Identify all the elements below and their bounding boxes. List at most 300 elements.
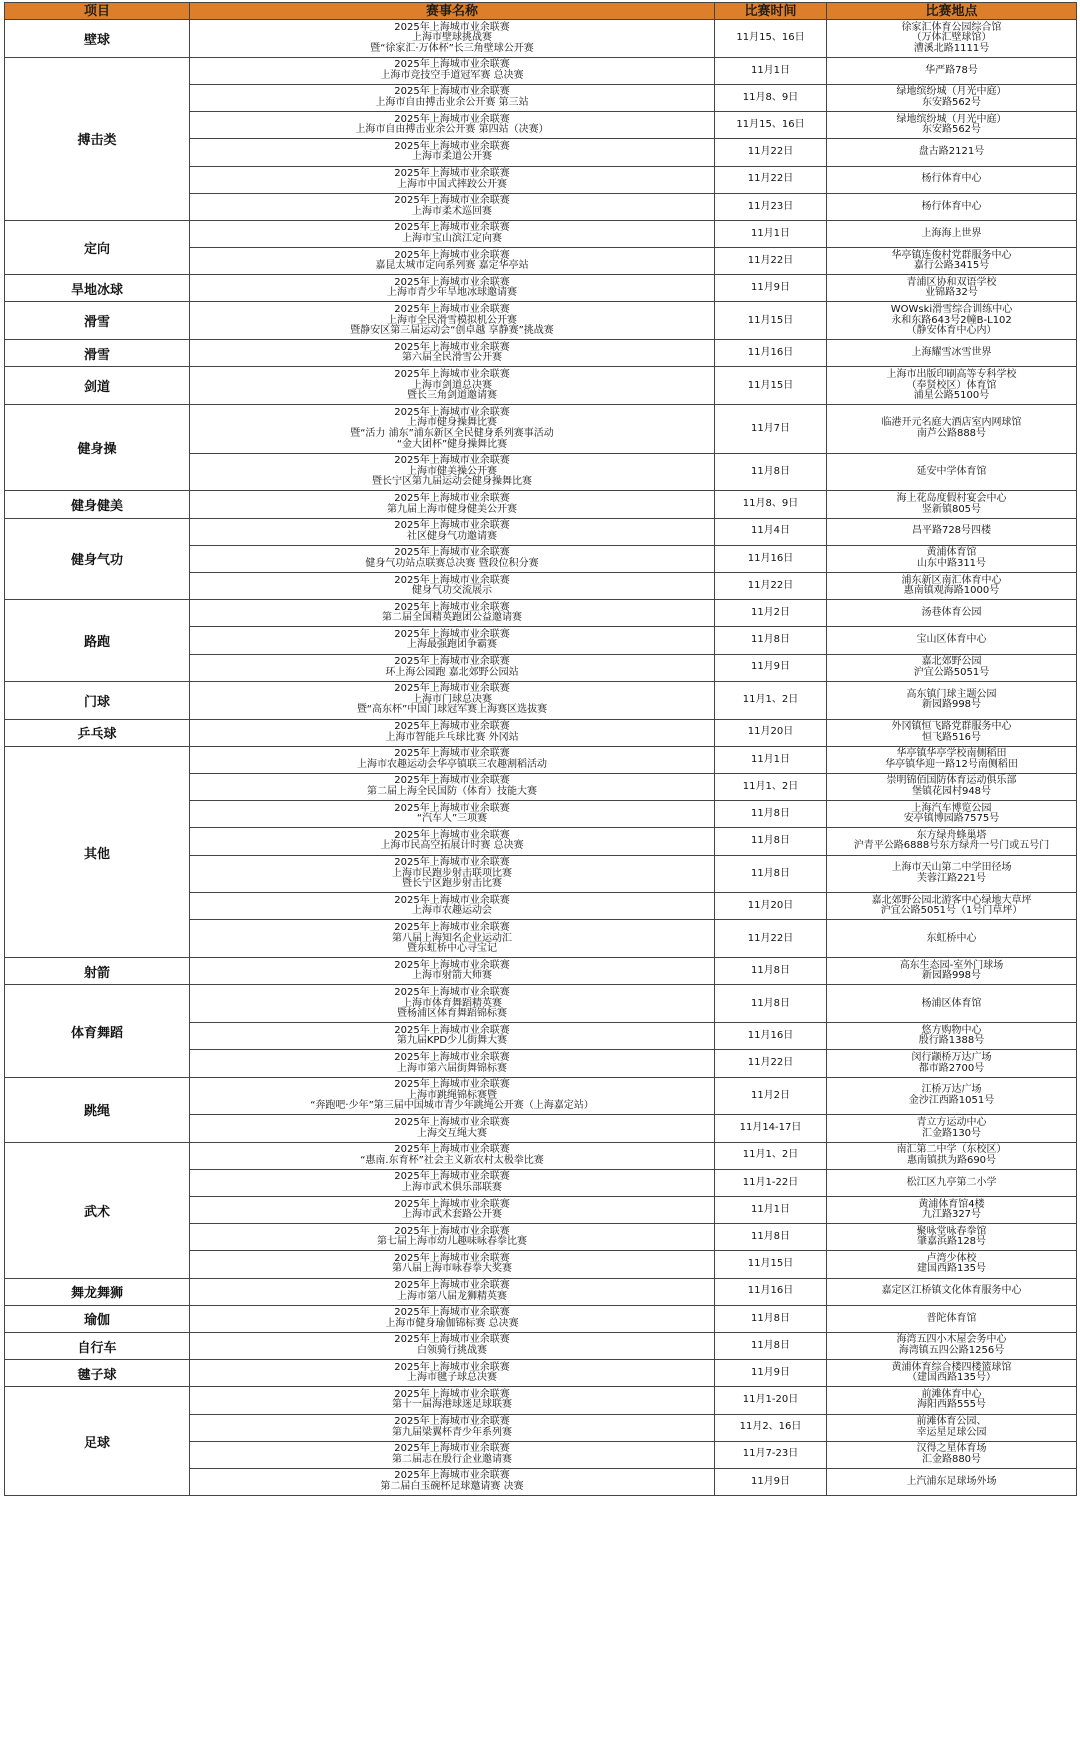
event-name-line: 2025年上海城市业余联赛: [394, 1443, 510, 1455]
table-row: [5, 1077, 1077, 1115]
date-cell: 11月8日: [715, 985, 827, 1023]
event-name-line: 2025年上海城市业余联赛: [394, 341, 510, 353]
header-venue: 比赛地点: [827, 3, 1077, 20]
event-schedule-table: [4, 2, 1077, 1496]
event-name-cell: [190, 1414, 715, 1441]
venue-line: 昌平路728号四楼: [911, 525, 992, 537]
table-row: [5, 367, 1077, 405]
event-name-cell: [190, 855, 715, 893]
category-cell: 毽子球: [5, 1360, 190, 1387]
event-name-cell: [190, 1197, 715, 1224]
venue-cell: [827, 220, 1077, 247]
event-name-line: 上海市柔道公开赛: [412, 151, 492, 163]
venue-cell: [827, 166, 1077, 193]
venue-cell: [827, 20, 1077, 58]
date-cell: 11月9日: [715, 1468, 827, 1495]
category-cell: 体育舞蹈: [5, 985, 190, 1077]
event-name-line: 上海市门球总决赛: [412, 693, 492, 705]
event-name-line: 2025年上海城市业余联赛: [394, 406, 510, 418]
event-name-line: 健身气功站点联赛总决赛 暨段位积分赛: [365, 557, 539, 569]
date-cell: 11月1、2日: [715, 681, 827, 719]
event-name-line: 2025年上海城市业余联赛: [394, 1171, 510, 1183]
venue-cell: [827, 654, 1077, 681]
event-name-line: 2025年上海城市业余联赛: [394, 492, 510, 504]
table-row: [5, 1360, 1077, 1387]
event-name-line: 上海市健身瑜伽锦标赛 总决赛: [385, 1317, 519, 1329]
venue-line: 嘉定区江桥镇文化体育服务中心: [881, 1285, 1022, 1297]
event-name-cell: [190, 302, 715, 340]
event-name-line: 2025年上海城市业余联赛: [394, 368, 510, 380]
venue-line: 沪宜公路5051号（1号门草坪）: [880, 905, 1023, 917]
table-row: [5, 746, 1077, 773]
venue-line: 上海市天山第二中学田径场: [891, 862, 1012, 874]
event-name-line: 2025年上海城市业余联赛: [394, 140, 510, 152]
event-name-line: 第二届志在殷行企业邀请赛: [392, 1453, 512, 1465]
event-name-line: 第九届上海市健身健美公开赛: [387, 503, 517, 515]
venue-line: 东安路562号: [921, 97, 982, 109]
event-name-line: 第二届白玉碗杯足球邀请赛 决赛: [380, 1480, 524, 1492]
venue-line: 芙蓉江路221号: [916, 872, 987, 884]
event-name-line: 2025年上海城市业余联赛: [394, 894, 510, 906]
venue-line: 惠南镇拱为路690号: [906, 1154, 997, 1166]
date-cell: 11月8日: [715, 1332, 827, 1359]
header-date: 比赛时间: [715, 3, 827, 20]
venue-line: 高东镇门球主题公园: [906, 688, 997, 700]
venue-line: 上海耀雪冰雪世界: [911, 347, 992, 359]
venue-cell: [827, 1414, 1077, 1441]
event-name-line: 上海市体育舞蹈精英赛: [402, 997, 502, 1009]
venue-cell: [827, 1115, 1077, 1142]
venue-cell: [827, 1278, 1077, 1305]
event-name-line: 2025年上海城市业余联赛: [394, 1079, 510, 1091]
event-name-cell: [190, 1224, 715, 1251]
venue-line: 绿地缤纷城（月光中庭）: [896, 113, 1007, 125]
event-name-line: 上海市健身操舞比赛: [407, 417, 497, 429]
category-cell: 足球: [5, 1387, 190, 1496]
venue-cell: [827, 627, 1077, 654]
venue-line: 金沙江西路1051号: [908, 1095, 995, 1107]
category-cell: 滑雪: [5, 302, 190, 340]
event-name-line: 2025年上海城市业余联赛: [394, 1280, 510, 1292]
event-name-line: 2025年上海城市业余联赛: [394, 775, 510, 787]
venue-cell: [827, 828, 1077, 855]
table-row: [5, 985, 1077, 1023]
event-name-cell: [190, 1468, 715, 1495]
date-cell: 11月1-20日: [715, 1387, 827, 1414]
table-row: [5, 1305, 1077, 1332]
venue-line: 东安路562号: [921, 124, 982, 136]
venue-cell: [827, 1441, 1077, 1468]
event-name-line: 2025年上海城市业余联赛: [394, 1361, 510, 1373]
venue-cell: [827, 573, 1077, 600]
event-name-line: 2025年上海城市业余联赛: [394, 1307, 510, 1319]
venue-line: 汤巷体育公园: [921, 607, 982, 618]
venue-line: 杨行体育中心: [921, 200, 982, 212]
event-name-cell: [190, 1050, 715, 1077]
header-row: [5, 3, 1077, 20]
venue-cell: [827, 1169, 1077, 1196]
event-name-line: 2025年上海城市业余联赛: [394, 276, 510, 288]
date-cell: 11月1日: [715, 746, 827, 773]
category-cell: 路跑: [5, 600, 190, 682]
event-name-line: 上海市宝山滨江定向赛: [402, 233, 502, 245]
venue-cell: [827, 958, 1077, 985]
venue-cell: [827, 1224, 1077, 1251]
event-name-cell: [190, 20, 715, 58]
category-cell: 舞龙舞狮: [5, 1278, 190, 1305]
event-name-line: “奔跑吧·少年”第三届中国城市青少年跳绳公开赛（上海嘉定站）: [310, 1100, 594, 1112]
date-cell: 11月8日: [715, 801, 827, 828]
event-name-line: 嘉昆太城市定向系列赛 嘉定华亭站: [375, 260, 529, 272]
venue-cell: [827, 302, 1077, 340]
venue-line: 前滩体育中心: [921, 1388, 982, 1400]
event-name-cell: [190, 248, 715, 275]
date-cell: 11月22日: [715, 1050, 827, 1077]
event-name-cell: [190, 893, 715, 920]
event-name-cell: [190, 405, 715, 453]
table-row: [5, 57, 1077, 84]
venue-cell: [827, 1023, 1077, 1050]
event-name-line: 暨长三角剑道邀请赛: [407, 390, 497, 402]
venue-line: 宝山区体育中心: [916, 634, 987, 646]
category-cell: 武术: [5, 1142, 190, 1278]
venue-line: 海阳西路555号: [916, 1399, 987, 1411]
venue-line: 安亭镇博园路7575号: [903, 813, 1000, 825]
date-cell: 11月2日: [715, 1077, 827, 1115]
category-cell: 定向: [5, 220, 190, 274]
event-name-line: 社区健身气功邀请赛: [407, 530, 497, 542]
table-row: [5, 1387, 1077, 1414]
event-name-line: 上海市自由搏击业余公开赛 第三站: [375, 97, 529, 109]
event-name-line: 2025年上海城市业余联赛: [394, 1051, 510, 1063]
venue-line: 浦星公路5100号: [913, 390, 990, 402]
venue-line: WOWski滑雪综合训练中心: [890, 303, 1013, 315]
date-cell: 11月20日: [715, 893, 827, 920]
category-cell: 搏击类: [5, 57, 190, 220]
event-name-line: 2025年上海城市业余联赛: [394, 829, 510, 841]
venue-line: 汇金路880号: [921, 1453, 982, 1465]
event-name-line: 2025年上海城市业余联赛: [394, 986, 510, 998]
venue-line: 业锦路32号: [925, 287, 978, 299]
category-cell: 门球: [5, 681, 190, 719]
event-name-line: 暨长宁区第九届运动会健身操舞比赛: [372, 476, 532, 488]
venue-line: 上海海上世界: [921, 227, 982, 239]
event-name-line: 2025年上海城市业余联赛: [394, 748, 510, 760]
venue-line: 都市路2700号: [918, 1062, 985, 1074]
event-name-cell: [190, 654, 715, 681]
venue-line: 临港开元名庭大酒店室内网球馆: [881, 417, 1022, 429]
event-name-line: “惠南.东育杯”社会主义新农村太极拳比赛: [360, 1154, 544, 1166]
event-name-line: 第七届上海市幼儿趣味咏春拳比赛: [377, 1236, 527, 1248]
date-cell: 11月15、16日: [715, 112, 827, 139]
venue-line: 松江区九亭第二小学: [906, 1176, 997, 1188]
event-name-line: 2025年上海城市业余联赛: [394, 574, 510, 586]
event-name-line: 上海市健美操公开赛: [407, 465, 497, 477]
event-name-line: 2025年上海城市业余联赛: [394, 1225, 510, 1237]
event-name-line: 第九届KPD少儿街舞大赛: [396, 1035, 508, 1047]
venue-line: 盘古路2121号: [918, 146, 985, 158]
event-name-cell: [190, 719, 715, 746]
venue-cell: [827, 1332, 1077, 1359]
venue-cell: [827, 545, 1077, 572]
event-name-cell: [190, 801, 715, 828]
venue-line: 前滩体育公园、: [916, 1416, 987, 1427]
venue-line: 南芦公路888号: [916, 427, 987, 439]
event-name-line: 健身气功交流展示: [412, 585, 492, 597]
event-name-cell: [190, 112, 715, 139]
venue-cell: [827, 719, 1077, 746]
table-row: [5, 491, 1077, 518]
event-name-cell: [190, 573, 715, 600]
event-name-line: 上海市剑道总决赛: [412, 379, 492, 391]
venue-line: 汉得之星体育场: [916, 1443, 987, 1455]
event-name-cell: [190, 491, 715, 518]
venue-line: 嘉北郊野公园北游客中心绿地大草坪: [871, 894, 1032, 906]
date-cell: 11月8、9日: [715, 84, 827, 111]
venue-line: 黄浦体育馆4楼: [918, 1198, 985, 1210]
table-row: [5, 1142, 1077, 1169]
event-name-cell: [190, 220, 715, 247]
event-name-line: 2025年上海城市业余联赛: [394, 857, 510, 868]
date-cell: 11月15日: [715, 1251, 827, 1278]
category-cell: 跳绳: [5, 1077, 190, 1142]
category-cell: 剑道: [5, 367, 190, 405]
event-name-line: 上海市自由搏击业余公开赛 第四站（决赛）: [355, 124, 549, 136]
event-name-cell: [190, 1332, 715, 1359]
table-row: [5, 1332, 1077, 1359]
event-name-line: 上海市民高空拓展计时赛 总决赛: [380, 840, 524, 852]
event-name-line: 暨东虹桥中心寻宝记: [407, 943, 497, 955]
venue-line: 华亭镇连俊村党群服务中心: [891, 249, 1012, 261]
venue-cell: [827, 681, 1077, 719]
table-row: [5, 275, 1077, 302]
venue-line: 建国西路135号: [916, 1263, 987, 1275]
event-name-line: 上海市智能乒乓球比赛 外冈站: [385, 731, 519, 743]
event-name-line: 2025年上海城市业余联赛: [394, 1252, 510, 1264]
venue-line: 恒飞路516号: [921, 731, 982, 743]
date-cell: 11月9日: [715, 654, 827, 681]
venue-line: 华严路78号: [925, 64, 978, 76]
event-name-line: 2025年上海城市业余联赛: [394, 683, 510, 695]
venue-line: 上海市出版印刷高等专科学校: [886, 368, 1017, 380]
venue-cell: [827, 1077, 1077, 1115]
date-cell: 11月9日: [715, 275, 827, 302]
schedule-body: [5, 20, 1077, 1496]
date-cell: 11月22日: [715, 139, 827, 166]
event-name-cell: [190, 453, 715, 491]
event-name-line: 上海市农趣运动会华亭镇联三农趣割稻活动: [357, 758, 547, 770]
venue-line: 青浦区协和双语学校: [906, 276, 997, 288]
date-cell: 11月16日: [715, 340, 827, 367]
event-name-cell: [190, 681, 715, 719]
venue-line: 卢湾少体校: [926, 1252, 977, 1264]
event-name-line: 2025年上海城市业余联赛: [394, 656, 510, 668]
venue-line: 青立方运动中心: [916, 1116, 987, 1128]
venue-line: 山东中路311号: [916, 557, 987, 569]
event-name-cell: [190, 1360, 715, 1387]
table-row: [5, 719, 1077, 746]
venue-cell: [827, 893, 1077, 920]
event-name-line: 2025年上海城市业余联赛: [394, 195, 510, 207]
venue-line: 新园路998号: [921, 970, 982, 982]
venue-line: 绿地缤纷城（月光中庭）: [896, 86, 1007, 98]
event-name-line: 第十一届海港球迷足球联赛: [392, 1399, 512, 1411]
event-name-line: 2025年上海城市业余联赛: [394, 21, 510, 33]
event-name-line: 2025年上海城市业余联赛: [394, 628, 510, 640]
event-name-cell: [190, 773, 715, 800]
venue-line: 堡镇花园村948号: [911, 786, 992, 798]
date-cell: 11月1日: [715, 1197, 827, 1224]
venue-line: 聚咏堂咏春拳馆: [916, 1225, 987, 1237]
date-cell: 11月2、16日: [715, 1414, 827, 1441]
event-name-line: 上海市竞技空手道冠军赛 总决赛: [380, 69, 524, 81]
venue-cell: [827, 275, 1077, 302]
date-cell: 11月20日: [715, 719, 827, 746]
event-name-cell: [190, 1115, 715, 1142]
venue-line: 普陀体育馆: [926, 1312, 977, 1324]
event-name-line: 暨杨浦区体育舞蹈锦标赛: [397, 1008, 507, 1020]
category-cell: 旱地冰球: [5, 275, 190, 302]
venue-line: 黄浦体育馆: [926, 547, 977, 559]
event-name-cell: [190, 1278, 715, 1305]
event-name-line: 2025年上海城市业余联赛: [394, 455, 510, 467]
header-category: 项目: [5, 3, 190, 20]
venue-line: 嘉北郊野公园: [921, 656, 982, 668]
event-name-line: 2025年上海城市业余联赛: [394, 1116, 510, 1128]
venue-line: 南汇第二中学（东校区）: [896, 1144, 1007, 1156]
category-cell: 射箭: [5, 958, 190, 985]
event-name-cell: [190, 275, 715, 302]
date-cell: 11月8日: [715, 855, 827, 893]
event-name-cell: [190, 518, 715, 545]
venue-line: 徐家汇体育公园综合馆: [901, 21, 1002, 33]
venue-cell: [827, 405, 1077, 453]
event-name-line: 上海最强跑团争霸赛: [407, 639, 497, 651]
event-name-line: 环上海公园跑 嘉北郊野公园站: [385, 666, 519, 678]
event-name-cell: [190, 340, 715, 367]
event-name-cell: [190, 1441, 715, 1468]
venue-line: 嘉行公路3415号: [913, 260, 990, 272]
event-name-cell: [190, 828, 715, 855]
table-row: [5, 681, 1077, 719]
event-name-line: 2025年上海城市业余联赛: [394, 721, 510, 733]
event-name-cell: [190, 1023, 715, 1050]
date-cell: 11月8日: [715, 627, 827, 654]
category-cell: 健身气功: [5, 518, 190, 600]
venue-cell: [827, 84, 1077, 111]
event-name-line: 2025年上海城市业余联赛: [394, 1416, 510, 1427]
venue-line: 江桥万达广场: [921, 1084, 982, 1096]
event-name-cell: [190, 920, 715, 958]
venue-cell: [827, 1360, 1077, 1387]
venue-line: 延安中学体育馆: [916, 465, 987, 477]
event-name-line: 2025年上海城市业余联赛: [394, 1198, 510, 1210]
venue-line: 悠方购物中心: [921, 1024, 982, 1036]
event-name-line: 上海市全民滑雪模拟机公开赛: [387, 314, 517, 326]
event-name-line: 第二届全国精英跑团公益邀请赛: [382, 612, 522, 624]
venue-cell: [827, 801, 1077, 828]
venue-line: （建国西路135号）: [906, 1372, 997, 1384]
table-row: [5, 518, 1077, 545]
venue-cell: [827, 453, 1077, 491]
event-name-line: 2025年上海城市业余联赛: [394, 921, 510, 933]
event-name-line: 2025年上海城市业余联赛: [394, 86, 510, 98]
venue-line: 上海汽车博览公园: [911, 802, 992, 814]
event-name-line: 上海市第八届龙狮精英赛: [397, 1290, 507, 1302]
date-cell: 11月1、2日: [715, 773, 827, 800]
event-name-cell: [190, 600, 715, 627]
event-name-line: 暨静安区第三届运动会“创卓越 享静赛”挑战赛: [350, 325, 554, 337]
date-cell: 11月8日: [715, 1305, 827, 1332]
venue-cell: [827, 367, 1077, 405]
event-name-cell: [190, 746, 715, 773]
date-cell: 11月1日: [715, 220, 827, 247]
date-cell: 11月2日: [715, 600, 827, 627]
venue-cell: [827, 985, 1077, 1023]
venue-line: （静安体育中心内）: [906, 325, 997, 337]
table-row: [5, 340, 1077, 367]
event-name-line: 2025年上海城市业余联赛: [394, 222, 510, 234]
event-name-line: 上海市武术俱乐部联赛: [402, 1181, 502, 1193]
event-name-line: “金大团杯”健身操舞比赛: [396, 438, 508, 450]
venue-line: 幸运星足球公园: [916, 1426, 987, 1438]
event-name-line: 2025年上海城市业余联赛: [394, 113, 510, 125]
event-name-cell: [190, 958, 715, 985]
category-cell: 自行车: [5, 1332, 190, 1359]
venue-cell: [827, 518, 1077, 545]
event-name-line: 上海市第六届街舞锦标赛: [397, 1062, 507, 1074]
venue-line: 外冈镇恒飞路党群服务中心: [891, 721, 1012, 733]
event-name-line: 上海市跳绳锦标赛暨: [407, 1089, 497, 1101]
event-name-cell: [190, 1251, 715, 1278]
date-cell: 11月4日: [715, 518, 827, 545]
date-cell: 11月7-23日: [715, 1441, 827, 1468]
venue-line: （奉贤校区）体育馆: [906, 379, 997, 391]
event-name-cell: [190, 193, 715, 220]
event-name-line: 2025年上海城市业余联赛: [394, 959, 510, 971]
event-name-line: “汽车人”三项赛: [416, 813, 488, 825]
venue-line: 华亭镇华亭学校南侧稻田: [896, 748, 1007, 760]
table-row: [5, 220, 1077, 247]
date-cell: 11月15、16日: [715, 20, 827, 58]
venue-line: 黄浦体育综合楼四楼篮球馆: [891, 1361, 1012, 1373]
event-name-line: 暨“活力 浦东”浦东新区全民健身系列赛事活动: [350, 427, 554, 439]
date-cell: 11月22日: [715, 573, 827, 600]
date-cell: 11月22日: [715, 166, 827, 193]
venue-line: 杨行体育中心: [921, 173, 982, 185]
venue-line: 竖新镇805号: [921, 503, 982, 515]
event-name-line: 2025年上海城市业余联赛: [394, 59, 510, 71]
event-name-line: 上海市青少年旱地冰球邀请赛: [387, 287, 517, 299]
venue-line: 沪青平公路6888号东方绿舟一号门或五号门: [853, 840, 1050, 852]
category-cell: 瑜伽: [5, 1305, 190, 1332]
date-cell: 11月16日: [715, 545, 827, 572]
event-name-line: 上海市毽子球总决赛: [407, 1372, 497, 1384]
venue-line: 海湾五四小木屋会务中心: [896, 1334, 1007, 1346]
date-cell: 11月1日: [715, 57, 827, 84]
event-name-cell: [190, 545, 715, 572]
category-cell: 滑雪: [5, 340, 190, 367]
event-name-line: 上海市民跑步射击联项比赛: [392, 867, 512, 879]
event-name-cell: [190, 84, 715, 111]
event-name-line: 2025年上海城市业余联赛: [394, 520, 510, 532]
event-name-line: 2025年上海城市业余联赛: [394, 601, 510, 613]
header-event-name: 赛事名称: [190, 3, 715, 20]
date-cell: 11月8、9日: [715, 491, 827, 518]
event-name-line: 2025年上海城市业余联赛: [394, 168, 510, 180]
event-name-line: 2025年上海城市业余联赛: [394, 1334, 510, 1346]
table-row: [5, 302, 1077, 340]
